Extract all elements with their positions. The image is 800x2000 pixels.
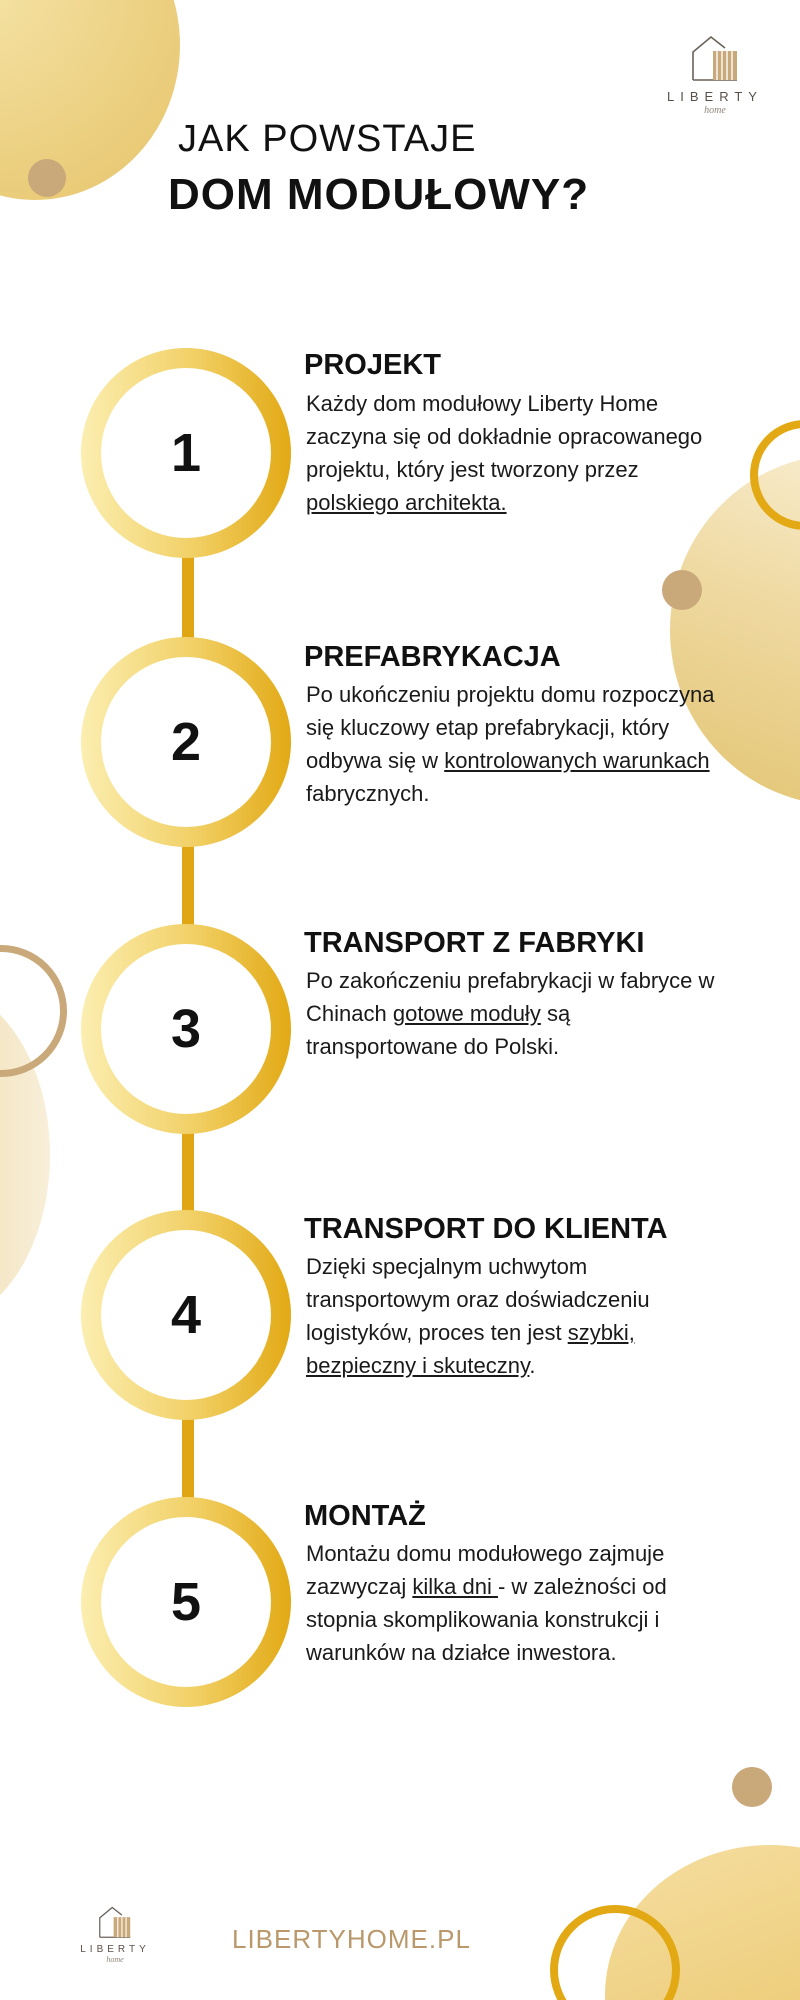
logo-script: home xyxy=(106,1955,124,1964)
logo-wordmark: LIBERTY xyxy=(80,1944,150,1955)
decor-dot-bottom-right xyxy=(732,1767,772,1807)
decor-dot-top-left xyxy=(28,159,66,197)
step-highlight-link: kilka dni xyxy=(412,1574,498,1599)
logo-wordmark: LIBERTY xyxy=(667,89,763,104)
step-circle-3 xyxy=(81,924,291,1134)
decor-ring-left xyxy=(0,945,67,1077)
step-number: 2 xyxy=(170,712,202,772)
step-description: Po zakończeniu prefabrykacji w fabryce w Chinach gotowe moduły są transportowane do Polski. xyxy=(306,968,715,1059)
step-number: 1 xyxy=(170,423,202,483)
logo-script: home xyxy=(704,105,726,116)
step-title: TRANSPORT DO KLIENTA xyxy=(304,1213,668,1245)
step-description: Każdy dom modułowy Liberty Home zaczyna się od dokładnie opracowanego projektu, który jest tworzony przez polskiego architekta. xyxy=(306,391,703,515)
step-description: Montażu domu modułowego zajmuje zazwyczaj kilka dni - w zależności od stopnia skomplikowania konstrukcji i warunków na działce inwestora. xyxy=(306,1541,667,1665)
house-logo-icon xyxy=(97,1905,133,1939)
step-circle-4 xyxy=(81,1210,291,1420)
step-number: 3 xyxy=(170,999,202,1059)
step-title: PREFABRYKACJA xyxy=(304,641,561,673)
step-highlight-link: gotowe moduły xyxy=(392,1001,541,1026)
step-description: Po ukończeniu projektu domu rozpoczyna się kluczowy etap prefabrykacji, który odbywa się w kontrolowanych warunkach fabrycznych. xyxy=(306,682,715,806)
decor-circle-top-left xyxy=(0,0,180,200)
step-title: PROJEKT xyxy=(304,349,441,381)
step-description: Dzięki specjalnym uchwytom transportowym oraz doświadczeniu logistyków, proces ten jest szybki, bezpieczny i skuteczny. xyxy=(306,1254,650,1378)
step-highlight-link: kontrolowanych warunkach xyxy=(444,748,710,773)
decor-dot-right xyxy=(662,570,702,610)
step-circle-1 xyxy=(81,348,291,558)
house-logo-icon xyxy=(689,34,741,82)
timeline-connector xyxy=(182,545,194,645)
step-circle-2 xyxy=(81,637,291,847)
logo-top xyxy=(655,34,775,116)
page-title-line1: JAK POWSTAJE xyxy=(178,118,477,160)
step-title: TRANSPORT Z FABRYKI xyxy=(304,927,645,959)
step-highlight-link: polskiego architekta. xyxy=(306,490,507,515)
website-link[interactable]: LIBERTYHOME.PL xyxy=(232,1924,471,1954)
page-title-line2: DOM MODUŁOWY? xyxy=(168,170,590,219)
step-number: 5 xyxy=(170,1572,202,1632)
timeline-connector xyxy=(182,1406,194,1506)
timeline-connector xyxy=(182,832,194,932)
step-title: MONTAŻ xyxy=(304,1500,426,1532)
step-circle-5 xyxy=(81,1497,291,1707)
logo-footer xyxy=(70,1905,160,1964)
timeline-connector xyxy=(182,1119,194,1219)
step-highlight-link: szybki, bezpieczny i skuteczny xyxy=(306,1320,635,1378)
step-number: 4 xyxy=(170,1285,202,1345)
